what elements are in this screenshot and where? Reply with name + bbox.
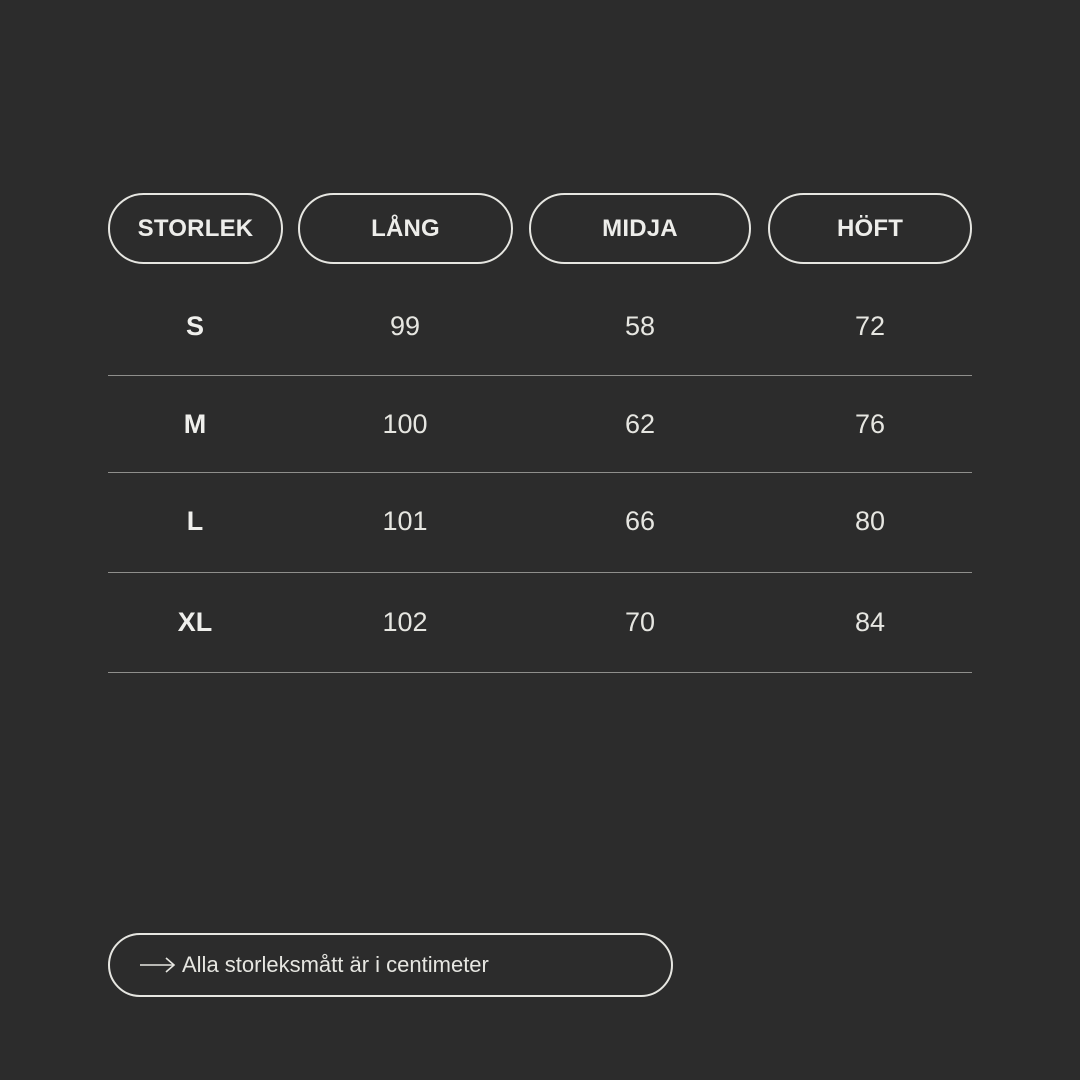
hoft-cell: 84	[854, 607, 886, 637]
midja-cell: 70	[624, 607, 656, 637]
size-cell: L	[186, 506, 204, 536]
size-cell: S	[185, 311, 204, 341]
lang-cell: 102	[382, 607, 428, 637]
measurement-note	[108, 933, 673, 997]
midja-cell: 58	[624, 311, 656, 341]
hoft-cell: 76	[854, 409, 886, 439]
size-cell: M	[183, 409, 207, 439]
row-divider	[108, 572, 972, 573]
midja-cell: 66	[624, 506, 656, 536]
lang-cell: 100	[382, 409, 428, 439]
header-lang: LÅNG	[298, 193, 513, 264]
arrow-right-icon	[138, 955, 178, 975]
hoft-cell: 72	[854, 311, 886, 341]
size-cell: XL	[177, 607, 213, 637]
header-hoft: HÖFT	[768, 193, 972, 264]
row-divider	[108, 472, 972, 473]
midja-cell: 62	[624, 409, 656, 439]
header-midja: MIDJA	[529, 193, 751, 264]
lang-cell: 99	[389, 311, 421, 341]
hoft-cell: 80	[854, 506, 886, 536]
lang-cell: 101	[382, 506, 428, 536]
row-divider	[108, 375, 972, 376]
row-divider	[108, 672, 972, 673]
header-storlek: STORLEK	[108, 193, 283, 264]
measurement-note-text: Alla storleksmått är i centimeter	[182, 952, 489, 977]
